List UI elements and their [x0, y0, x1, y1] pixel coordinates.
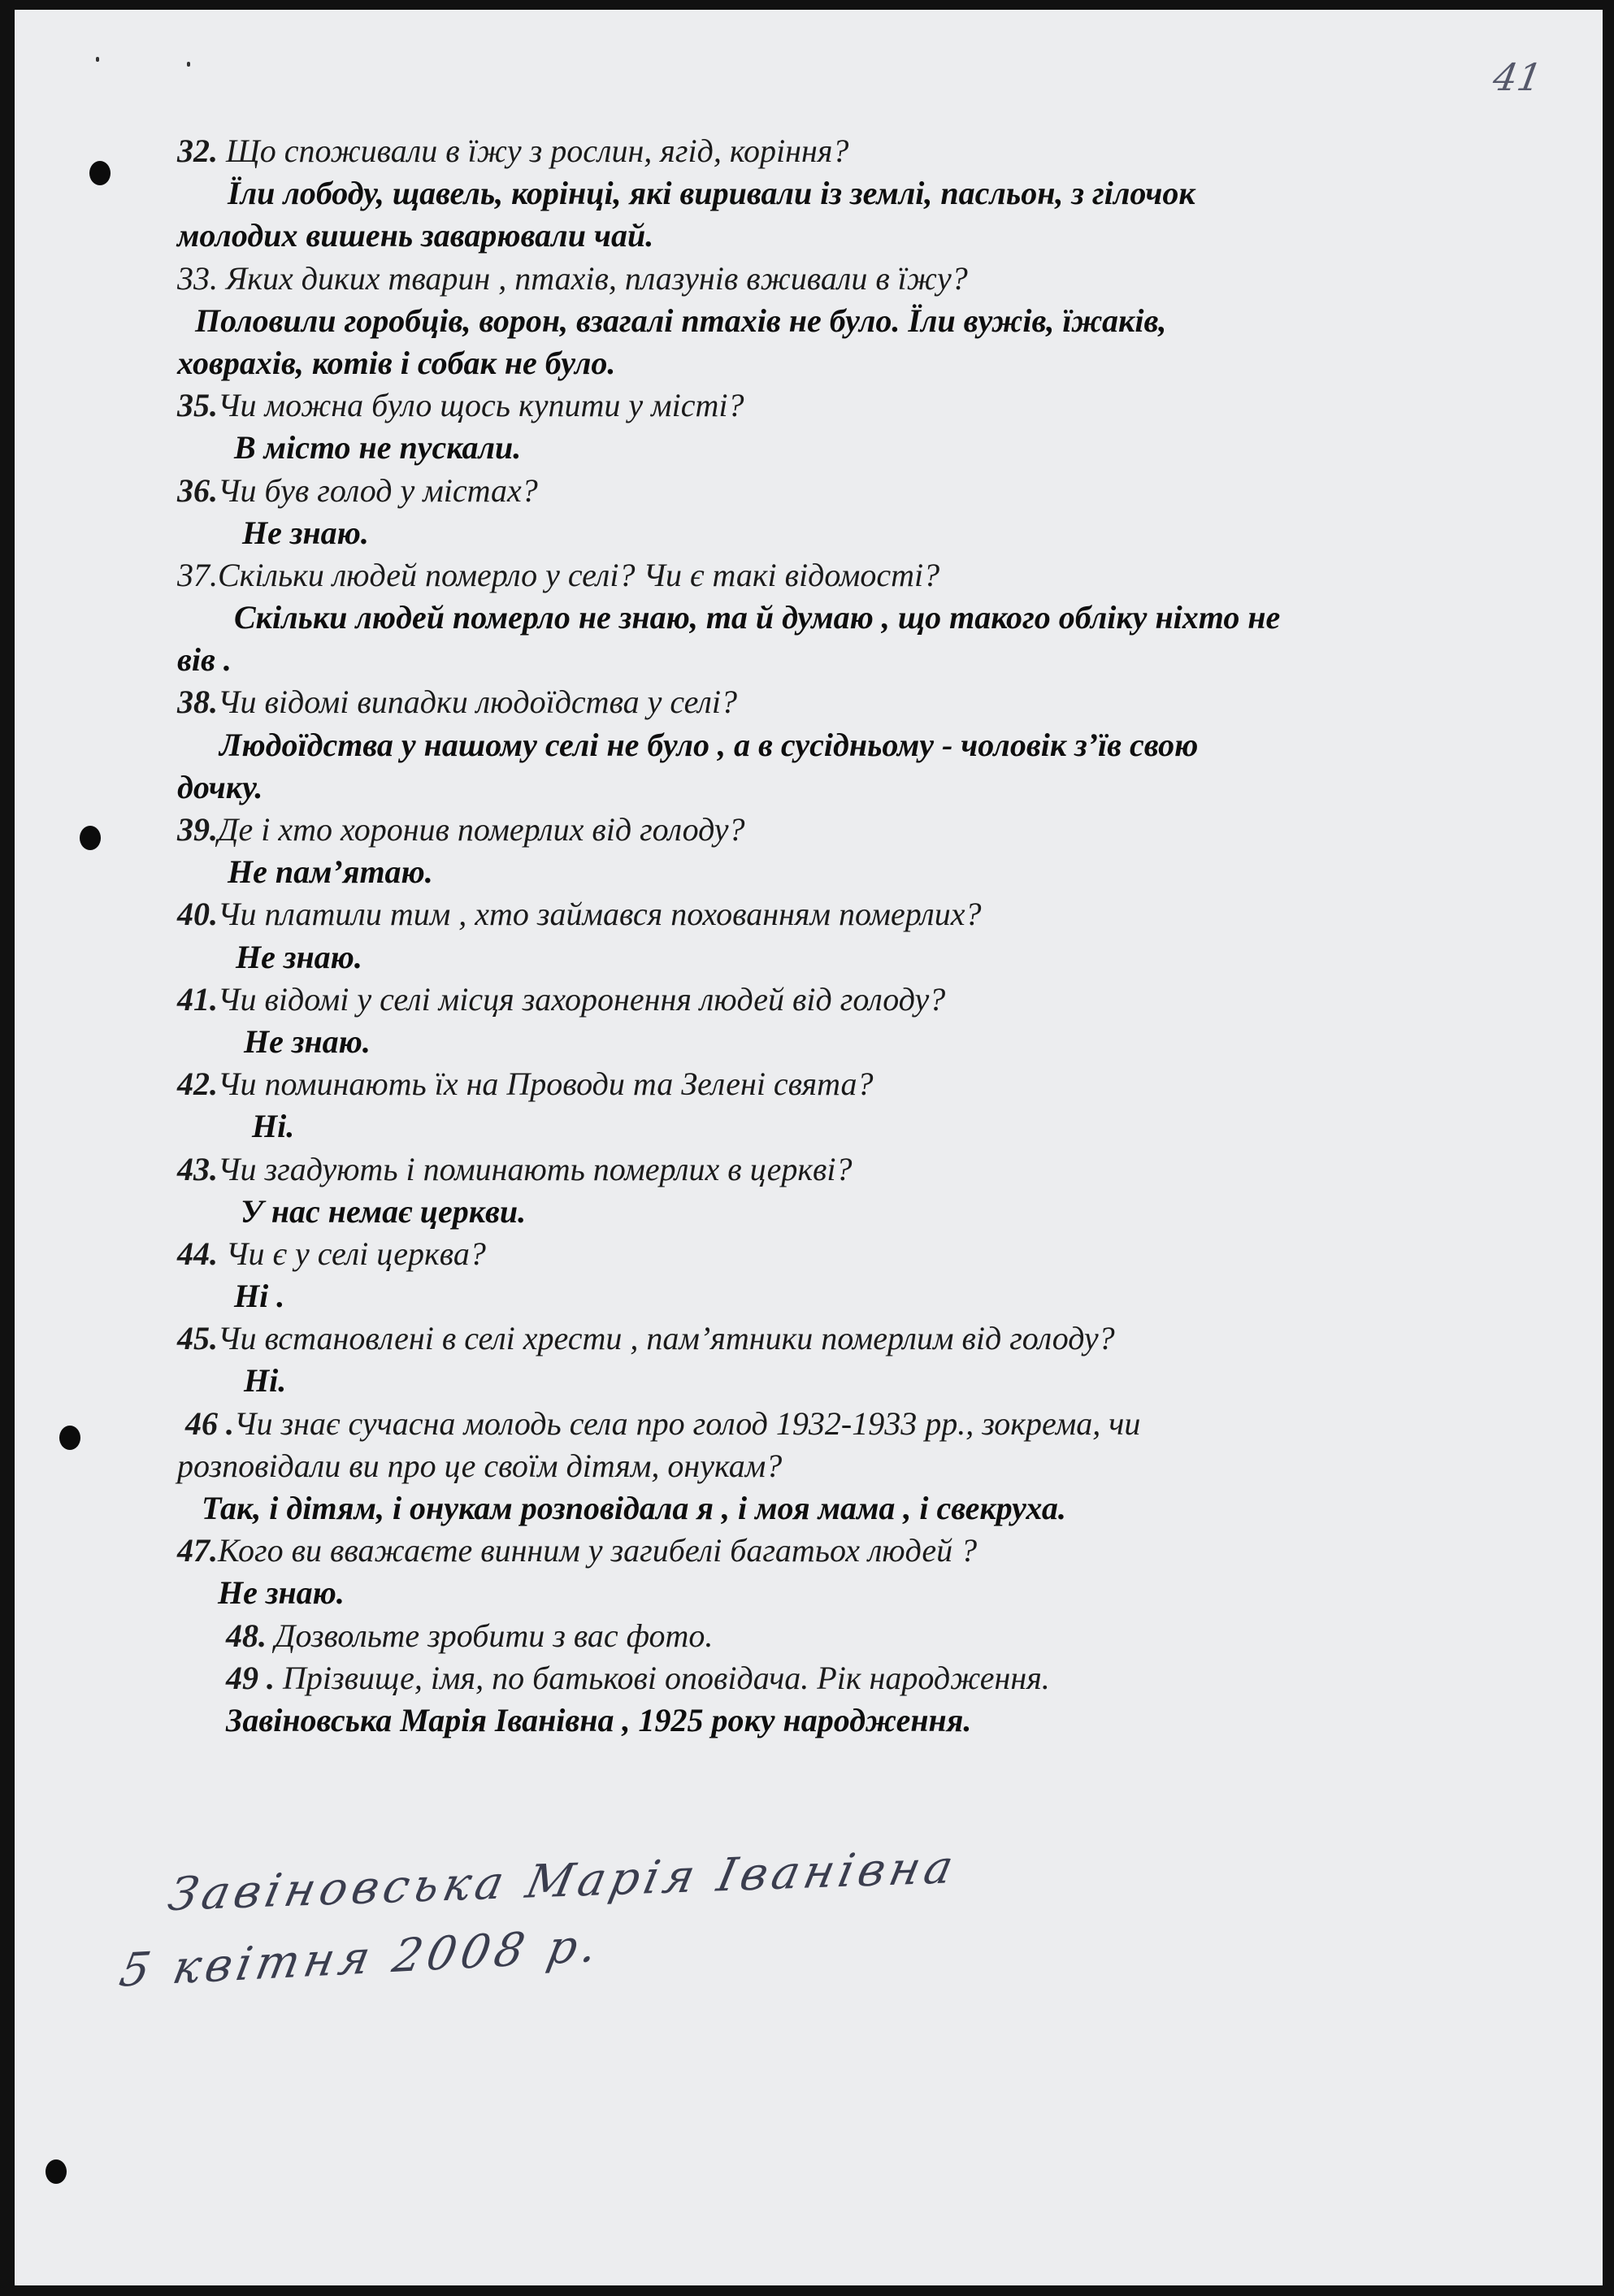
question-line — [15, 1063, 1603, 1105]
question-number: 38. — [177, 684, 218, 721]
answer-text: Половили горобців, ворон, взагалі птахів не було. Їли вужів, їжаків, — [195, 302, 1167, 339]
answer-line — [15, 1275, 1603, 1317]
question-number: 45. — [177, 1320, 218, 1357]
document-page — [15, 10, 1603, 2285]
answer-line — [15, 766, 1603, 809]
question-number: 44. — [177, 1235, 218, 1272]
answer-line — [15, 1572, 1603, 1614]
stray-mark — [96, 57, 99, 62]
question-line — [15, 1530, 1603, 1572]
answer-text: Ні. — [244, 1362, 287, 1400]
answer-line — [15, 172, 1603, 215]
question-number: 32. — [177, 132, 218, 169]
question-text: Чи згадують і поминають померлих в церкві? — [218, 1150, 853, 1187]
question-number: 40. — [177, 896, 218, 933]
question-number: 49 . — [226, 1659, 275, 1696]
answer-text: В місто не пускали. — [234, 429, 522, 467]
answer-text: Не знаю. — [236, 938, 362, 975]
question-text: Чи поминають їх на Проводи та Зелені свята? — [218, 1066, 874, 1103]
answer-line — [15, 597, 1603, 639]
question-text: Чи встановлені в селі хрести , пам’ятники померлим від голоду? — [218, 1320, 1115, 1357]
answer-line — [15, 1487, 1603, 1530]
question-text: розповідали ви про це своїм дітям, онукам? — [177, 1447, 783, 1484]
answer-text: Не знаю. — [244, 1022, 371, 1060]
answer-line — [15, 639, 1603, 681]
answer-text: молодих вишень заварювали чай. — [177, 217, 654, 254]
question-line — [15, 470, 1603, 512]
question-number: 35. — [177, 387, 218, 424]
question-number: 42. — [177, 1066, 218, 1103]
question-number: 41. — [177, 980, 218, 1018]
question-line — [15, 1403, 1603, 1445]
answer-text: Не знаю. — [242, 514, 369, 551]
answer-text: Людоїдства у нашому селі не було , а в сусідньому - чоловік з’їв свою — [219, 726, 1199, 763]
question-line — [15, 1445, 1603, 1487]
answer-text: Скільки людей померло не знаю, та й думаю , що такого обліку ніхто не — [234, 599, 1281, 636]
answer-text: Ні. — [252, 1108, 295, 1145]
answer-text: Не пам’ятаю. — [228, 853, 433, 891]
answer-line — [15, 215, 1603, 257]
question-line — [15, 554, 1603, 597]
question-line — [15, 893, 1603, 935]
question-line — [15, 809, 1603, 851]
answer-text: У нас немає церкви. — [241, 1192, 527, 1230]
question-text: Кого ви вважаєте винним у загибелі багатьох людей ? — [218, 1532, 978, 1569]
answer-line — [15, 427, 1603, 469]
question-number: 43. — [177, 1150, 218, 1187]
answer-line — [15, 342, 1603, 384]
question-number: 39. — [177, 811, 218, 848]
answer-line — [15, 724, 1603, 766]
question-text: Чи відомі у селі місця захоронення людей від голоду? — [218, 980, 946, 1018]
question-text: 33. Яких диких тварин , птахів, плазунів вживали в їжу? — [177, 259, 968, 297]
question-line — [15, 1233, 1603, 1275]
answer-text: ховрахів, котів і собак не було. — [177, 344, 616, 381]
answer-line — [15, 1021, 1603, 1063]
answer-line — [15, 1360, 1603, 1402]
answer-text: дочку. — [177, 768, 263, 805]
question-line — [15, 258, 1603, 300]
question-number: 47. — [177, 1532, 218, 1569]
question-text: Що споживали в їжу з рослин, ягід, коріння? — [218, 132, 849, 169]
question-line — [15, 979, 1603, 1021]
punch-hole — [46, 2159, 67, 2184]
answer-line — [15, 936, 1603, 979]
answer-line — [15, 1699, 1603, 1742]
answer-text: вів . — [177, 641, 232, 679]
answer-text: Не знаю. — [218, 1574, 345, 1612]
question-line — [15, 1615, 1603, 1657]
answer-line — [15, 300, 1603, 342]
question-line — [15, 1148, 1603, 1191]
question-text: Прізвище, імя, по батькові оповідача. Рік народження. — [275, 1659, 1050, 1696]
answer-line — [15, 512, 1603, 554]
question-number: 36. — [177, 471, 218, 509]
answer-line — [15, 851, 1603, 893]
question-text: Чи відомі випадки людоїдства у селі? — [218, 684, 737, 721]
question-number: 48. — [226, 1617, 267, 1654]
question-text: Чи є у селі церква? — [218, 1235, 486, 1272]
question-text: Де і хто хоронив померлих від голоду? — [218, 811, 745, 848]
answer-text: Так, і дітям, і онукам розповідала я , і моя мама , і свекруха. — [202, 1490, 1066, 1526]
question-line — [15, 1317, 1603, 1360]
question-text: Дозвольте зробити з вас фото. — [267, 1617, 714, 1654]
answer-line — [15, 1105, 1603, 1148]
handwritten-signature-name: Завіновська Марія Іванівна — [163, 1840, 963, 1922]
question-number: 46 . — [185, 1404, 234, 1442]
answer-text: Їли лободу, щавель, корінці, які виривали із землі, пасльон, з гілочок — [228, 175, 1195, 212]
answer-line — [15, 1191, 1603, 1233]
question-line — [15, 384, 1603, 427]
question-line — [15, 681, 1603, 723]
handwritten-signature-date: 5 квітня 2008 р. — [115, 1919, 607, 1998]
answer-text: Завіновська Марія Іванівна , 1925 року народження. — [226, 1701, 972, 1738]
answer-text: Ні . — [234, 1278, 285, 1315]
page-number: 41 — [1490, 55, 1546, 99]
questionnaire-list — [15, 130, 1603, 1742]
question-text: 37.Скільки людей померло у селі? Чи є такі відомості? — [177, 556, 940, 593]
question-text: Чи платили тим , хто займався похованням померлих? — [218, 896, 982, 933]
question-line — [15, 130, 1603, 172]
stray-mark — [187, 62, 190, 67]
question-text: Чи можна було щось купити у місті? — [218, 387, 744, 424]
question-text: Чи знає сучасна молодь села про голод 1932-1933 рр., зокрема, чи — [234, 1404, 1141, 1442]
question-line — [15, 1657, 1603, 1699]
question-text: Чи був голод у містах? — [218, 471, 538, 509]
